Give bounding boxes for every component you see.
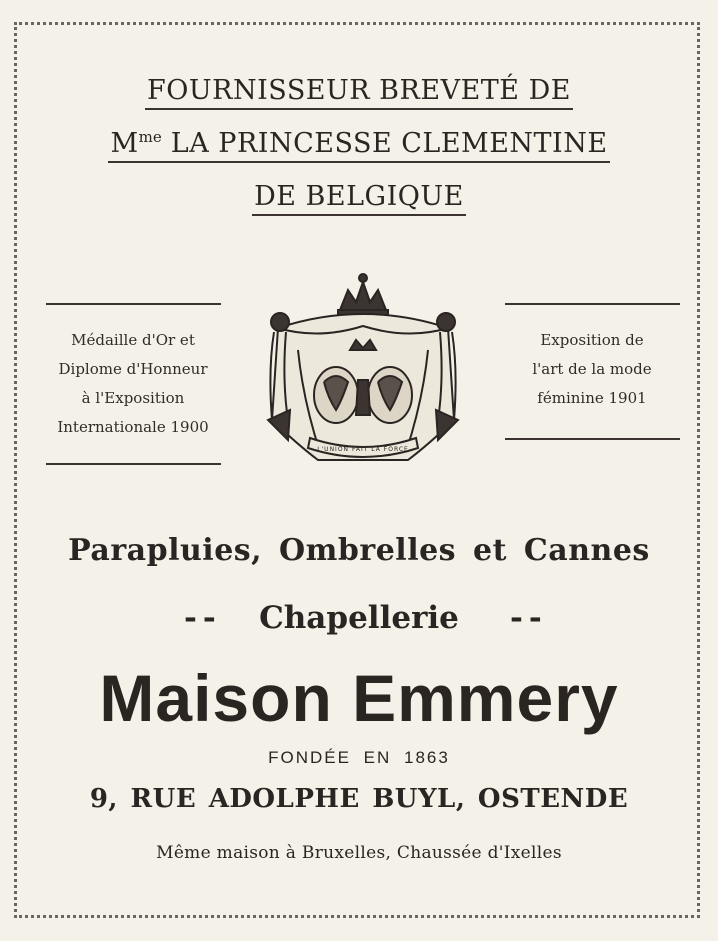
royal-coat-of-arms-icon	[258, 270, 468, 478]
right-award-panel	[492, 326, 692, 413]
chapellerie-label: Chapellerie	[259, 600, 459, 636]
title-prefix: M	[110, 128, 139, 159]
header-line-3	[0, 181, 718, 216]
award-line: à l'Exposition	[81, 389, 185, 407]
branch-location: Même maison à Bruxelles, Chaussée d'Ixelles	[156, 843, 562, 863]
award-line: Diplome d'Honneur	[58, 360, 208, 378]
award-line: Internationale 1900	[57, 418, 209, 436]
exposition-line: l'art de la mode	[532, 360, 652, 378]
right-top-rule	[505, 303, 680, 305]
exposition-line: féminine 1901	[537, 389, 647, 407]
founded-date: FONDÉE EN 1863	[268, 748, 450, 767]
supplier-title: FOURNISSEUR BREVETÉ DE	[145, 75, 573, 110]
dash-right: --	[510, 600, 548, 636]
left-bottom-rule	[46, 463, 221, 465]
country-title: DE BELGIQUE	[252, 181, 466, 216]
award-line: Médaille d'Or et	[71, 331, 195, 349]
header-line-1	[0, 75, 718, 110]
business-name: Maison Emmery	[99, 661, 619, 735]
crest-motto: L'UNION FAIT LA FORCE	[317, 446, 409, 453]
left-top-rule	[46, 303, 221, 305]
title-rest: LA PRINCESSE CLEMENTINE	[161, 128, 608, 159]
left-award-panel	[33, 326, 233, 442]
exposition-line: Exposition de	[540, 331, 644, 349]
right-bottom-rule	[505, 438, 680, 440]
products-line: Parapluies, Ombrelles et Cannes	[68, 533, 650, 568]
header-line-2	[0, 128, 718, 163]
princess-title	[108, 128, 609, 163]
business-address: 9, RUE ADOLPHE BUYL, OSTENDE	[89, 784, 629, 814]
title-superscript: me	[138, 128, 162, 146]
dash-left: --	[184, 600, 222, 636]
